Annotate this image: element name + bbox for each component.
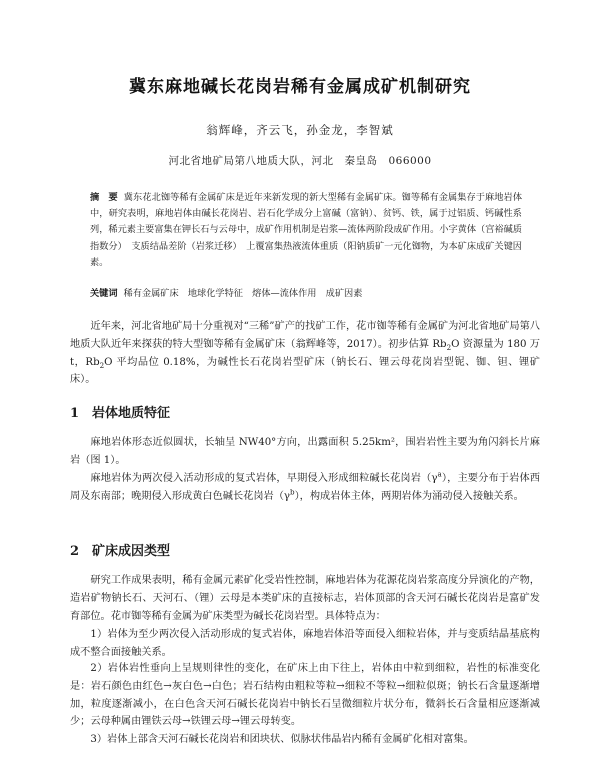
section-2-item-2: 2）岩体岩性垂向上呈规则律性的变化，在矿床上由下往上，岩体由中粒到细粒，岩性的标准变化是：岩石颜色由红色→灰白色→白色；岩石结构由粗粒等粒→细粒不等粒→细粒似斑；钠长石含量逐渐增加，粒度逐渐减小，在白色含天河石碱长花岗岩中钠长石呈微细粒片状分布，微斜长石含量相应逐渐减少；云母种属由锂铁云母→铁锂云母→锂云母转变。 xyxy=(70,663,540,728)
superscript-b: b xyxy=(290,487,295,497)
intro-text-c: O 平均品位 0.18%，为碱性长石花岗岩型矿床（钠长石、锂云母花岗岩型铌、铷、钽、锂矿床）。 xyxy=(70,356,540,386)
section-1-heading xyxy=(70,402,170,421)
intro-paragraph xyxy=(70,318,540,389)
s1p2-text-c: ），构成岩体主体，两期岩体为涌动侵入接触关系。 xyxy=(294,490,524,502)
section-1-number: 1 xyxy=(70,406,80,421)
s1p2-text-b: ），主要分布于岩体西周及东南部；晚期侵入形成黄白色碱长花岗岩（γ xyxy=(70,473,540,502)
section-2-item-3: 3）岩体上部含天河石碱长花岗岩和团块状、似脉状伟晶岩内稀有金属矿化相对富集。 xyxy=(90,734,474,745)
section-2-heading xyxy=(70,540,170,559)
intro-text-b: O 资源量为 180 万 t，Rb xyxy=(70,338,540,368)
keywords xyxy=(90,286,522,302)
abstract-label: 摘 要 xyxy=(90,192,118,203)
section-1-title: 岩体地质特征 xyxy=(92,406,171,421)
author-list: 翁辉峰，齐云飞，孙金龙，李智斌 xyxy=(206,123,394,137)
section-2-paragraph-1: 研究工作成果表明，稀有金属元素矿化受岩性控制，麻地岩体为花源花岗岩浆高度分异演化的产物，造岩矿物钠长石、天河石、（锂）云母是本类矿床的直接标志，岩体顶部的含天河石碱长花岗岩是富矿发育部位。花市铷等稀有金属为矿床类型为碱长花岗岩型。具体特点为： xyxy=(70,575,540,622)
abstract-text: 冀东花北铷等稀有金属矿床是近年来新发现的新大型稀有金属矿床。铷等稀有金属集存于麻地岩体中，研究表明，麻地岩体由碱长花岗岩、岩石化学成分上富碱（富钠）、贫钙、铁，属于过铝质、钙碱性系列，稀元素主要富集在钾长石与云母中，成矿作用机制是岩浆—流体两阶段成矿作用。小字黄体（宫裕碱质指数分） 支质结晶差阶（岩浆迁移） 上覆富集热液流体重质（阳钠质矿一元化铷物，为本矿床成矿关键因素。 xyxy=(90,192,523,268)
intro-text-a: 近年来，河北省地矿局十分重视对“三稀”矿产的找矿工作，花市铷等稀有金属矿为河北省地矿局第八地质大队近年来探获的特大型铷等稀有金属矿床（翁辉峰等，2017）。初步估算 Rb xyxy=(70,321,540,350)
section-1-paragraph-1: 麻地岩体形态近似圆状，长轴呈 NW40°方向，出露面积 5.25km²，围岩岩性主要为角闪斜长片麻岩（图 1）。 xyxy=(70,437,540,466)
subscript-2-a: 2 xyxy=(446,342,452,352)
subscript-2-b: 2 xyxy=(99,360,105,370)
keywords-text: 稀有金属矿床 地球化学特征 熔体—流体作用 成矿因素 xyxy=(123,288,363,299)
affiliation: 河北省地矿局第八地质大队，河北 秦皇岛 066000 xyxy=(168,155,432,167)
keywords-label: 关键词 xyxy=(90,288,118,299)
section-2-number: 2 xyxy=(70,544,80,559)
section-2-title: 矿床成因类型 xyxy=(92,544,171,559)
superscript-a: a xyxy=(437,469,442,479)
abstract xyxy=(90,190,522,271)
section-1-paragraph-2 xyxy=(70,470,540,506)
section-2-item-1: 1）岩体为至少两次侵入活动形成的复式岩体，麻地岩体沿等面侵入细粒岩体，并与变质结晶基底构成不整合面接触关系。 xyxy=(70,629,540,658)
paper-title: 冀东麻地碱长花岗岩稀有金属成矿机制研究 xyxy=(129,77,471,97)
s1p2-text-a: 麻地岩体为两次侵入活动形成的复式岩体，早期侵入形成细粒碱长花岗岩（γ xyxy=(90,473,438,484)
